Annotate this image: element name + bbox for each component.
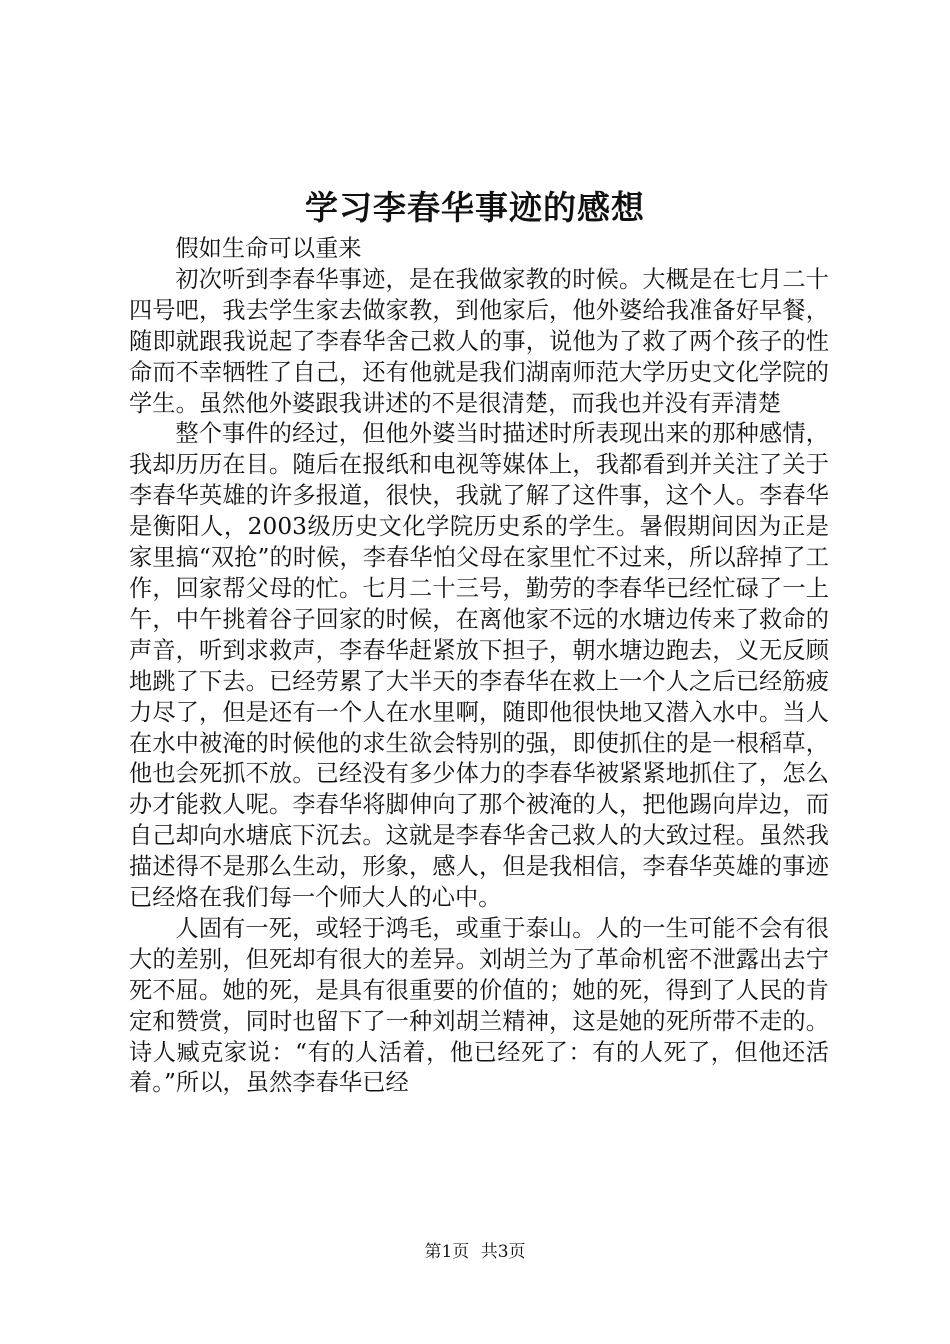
page-footer xyxy=(0,1240,950,1264)
page-number: 第1页 xyxy=(424,1242,470,1262)
paragraph-subtitle: 假如生命可以重来 xyxy=(175,235,362,262)
paragraph: 整个事件的经过，但他外婆当时描述时所表现出来的那种感情，我却历历在目。随后在报纸和电视等媒体上，我都看到并关注了关于李春华英雄的许多报道，很快，我就了解了这件事，这个人。李春华是衡阳人，2003级历史文化学院历史系的学生。暑假期间因为正是家里搞“双抢”的时候，李春华怕父母在家里忙不过来，所以辞掉了工作，回家帮父母的忙。七月二十三号，勤劳的李春华已经忙碌了一上午，中午挑着谷子回家的时候，在离他家不远的水塘边传来了救命的声音，听到求救声，李春华赶紧放下担子，朝水塘边跑去，义无反顾地跳了下去。已经劳累了大半天的李春华在救上一个人之后已经筋疲力尽了，但是还有一个人在水里啊，随即他很快地又潜入水中。当人在水中被淹的时候他的求生欲会特别的强，即使抓住的是一根稻草，他也会死抓不放。已经没有多少体力的李春华被紧紧地抓住了，怎么办才能救人呢。李春华将脚伸向了那个被淹的人，把他踢向岸边，而自己却向水塘底下沉去。这就是李春华舍己救人的大致过程。虽然我描述得不是那么生动，形象，感人，但是我相信，李春华英雄的事迹已经烙在我们每一个师大人的心中。 xyxy=(129,420,829,912)
paragraph: 人固有一死，或轻于鸿毛，或重于泰山。人的一生可能不会有很大的差别，但死却有很大的差异。刘胡兰为了革命机密不泄露出去宁死不屈。她的死，是具有很重要的价值的；她的死，得到了人民的肯定和赞赏，同时也留下了一种刘胡兰精神，这是她的死所带不走的。诗人臧克家说：“有的人活着，他已经死了：有的人死了，但他还活着。”所以，虽然李春华已经 xyxy=(129,914,829,1097)
paragraph: 初次听到李春华事迹，是在我做家教的时候。大概是在七月二十四号吧，我去学生家去做家教，到他家后，他外婆给我准备好早餐，随即就跟我说起了李春华舍己救人的事，说他为了救了两个孩子的性命而不幸牺牲了自己，还有他就是我们湖南师范大学历史文化学院的学生。虽然他外婆跟我讲述的不是很清楚，而我也并没有弄清楚 xyxy=(129,265,829,417)
document-title: 学习李春华事迹的感想 xyxy=(305,188,645,227)
page-total: 共3页 xyxy=(480,1242,526,1262)
document-body xyxy=(129,234,829,1099)
